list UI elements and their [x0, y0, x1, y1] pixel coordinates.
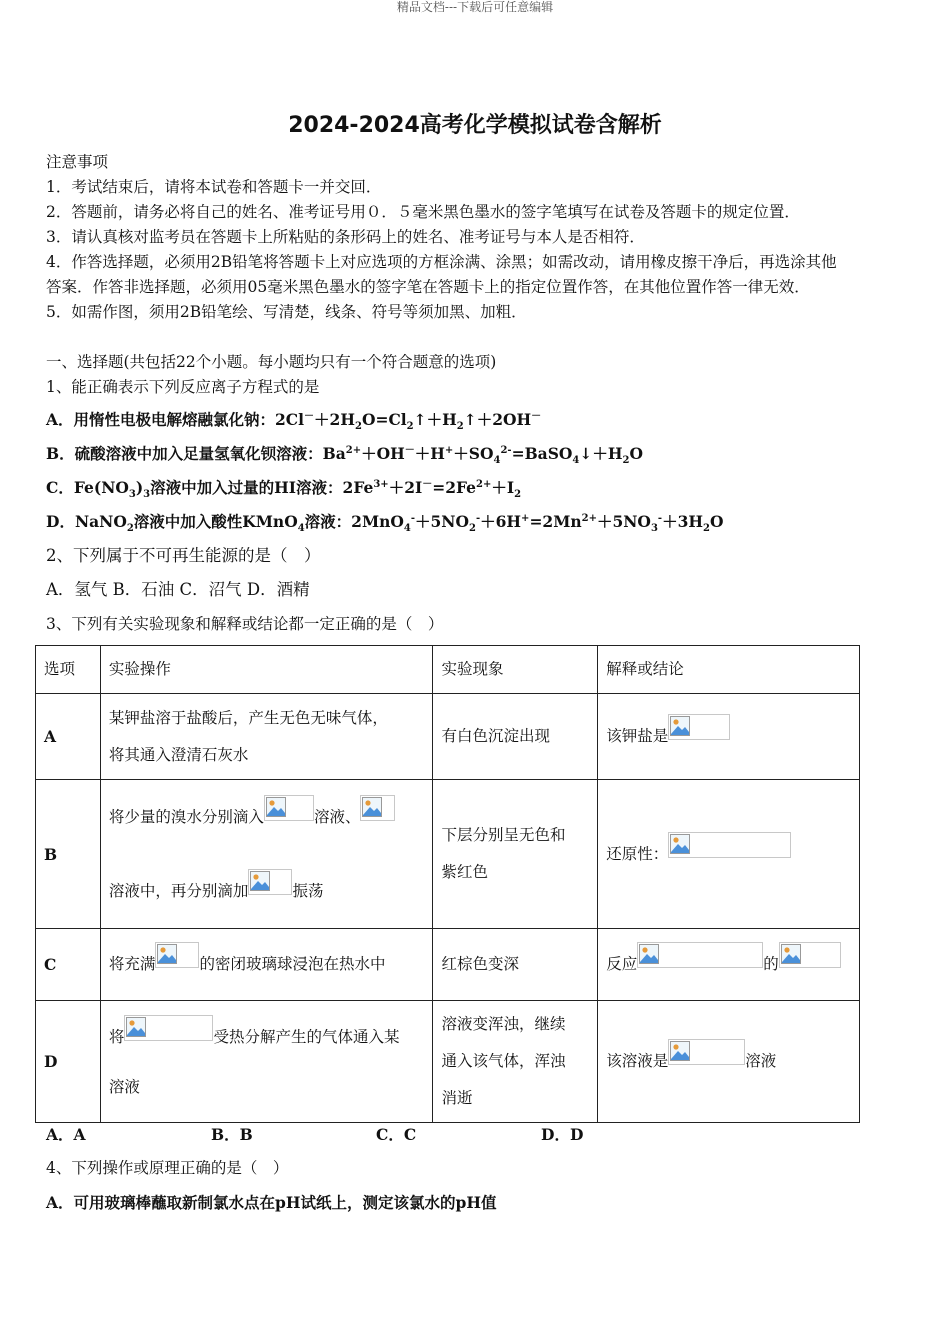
- table-cell: B: [36, 780, 101, 929]
- question-2-options: A．氢气 B．石油 C．沼气 D．酒精: [46, 580, 310, 599]
- broken-image-icon: [637, 942, 763, 968]
- broken-image-icon: [668, 1039, 745, 1065]
- table-cell: [100, 694, 433, 780]
- cell-text: 该溶液是: [606, 1052, 669, 1070]
- cell-text: 将: [108, 1027, 125, 1046]
- table-cell: 红棕色变深: [433, 929, 598, 1001]
- table-cell: [433, 780, 598, 929]
- question-1-stem: 1、能正确表示下列反应离子方程式的是: [46, 378, 320, 396]
- cell-text: 还原性：: [606, 844, 669, 863]
- cell-text: 的: [763, 955, 779, 973]
- notice-item-1: 1．考试结束后，请将本试卷和答题卡一并交回．: [46, 178, 382, 196]
- broken-image-icon: [264, 795, 314, 821]
- broken-image-icon: [668, 714, 730, 740]
- q3-answer-a: A．A: [46, 1125, 86, 1144]
- table-header-cell: 解释或结论: [598, 646, 860, 694]
- cell-text: 将少量的溴水分别滴入: [108, 808, 264, 826]
- cell-text: 溶液: [108, 1077, 140, 1096]
- section-heading: 一、选择题(共包括22个小题。每小题均只有一个符合题意的选项): [46, 353, 497, 371]
- q1-option-b: B．硫酸溶液中加入足量氢氧化钡溶液：$Ba^{2+}+OH^-+H^++SO_4^{2-}=BaSO_4↓+H_2O$: [46, 444, 643, 467]
- q1-option-c-text: C．Fe(NO: [46, 478, 129, 497]
- notice-item-2: 2．答题前，请务必将自己的姓名、准考证号用０．５毫米黑色墨水的签字笔填写在试卷及答题卡的规定位置．: [46, 203, 800, 221]
- table-header-cell: 选项: [36, 646, 101, 694]
- table-cell: A: [36, 694, 101, 780]
- notice-item-5: 5．如需作图，须用2B铅笔绘、写清楚，线条、符号等须加黑、加粗．: [46, 303, 527, 321]
- broken-image-icon: [779, 942, 841, 968]
- cell-text: 的密闭玻璃球浸泡在热水中: [199, 955, 386, 973]
- broken-image-icon: [248, 869, 292, 895]
- question-3-stem: 3、下列有关实验现象和解释或结论都一定正确的是（ ）: [46, 615, 444, 633]
- cell-text: 反应: [606, 955, 638, 973]
- notice-heading: 注意事项: [46, 153, 109, 171]
- q1-option-c: C．$Fe(NO_3)_3$溶液中加入过量的HI溶液：$2Fe^{3+}+2I^-=2Fe^{2+}+I_2$: [46, 478, 522, 501]
- q3-answer-b: B．B: [211, 1125, 253, 1144]
- cell-text: 溶液: [745, 1052, 777, 1070]
- cell-text: 紫红色: [441, 863, 488, 881]
- cell-text: 某钾盐溶于盐酸后，产生无色无味气体，: [108, 708, 388, 727]
- table-cell: D: [36, 1001, 101, 1123]
- q1-option-d-text: D．NaNO: [46, 512, 127, 531]
- table-cell: [100, 780, 433, 929]
- table-header-cell: 实验现象: [433, 646, 598, 694]
- cell-text: 该钾盐是: [606, 727, 669, 745]
- table-header-row: [36, 646, 860, 694]
- page-header: 精品文档---下载后可任意编辑: [396, 0, 554, 14]
- table-cell: [598, 694, 860, 780]
- table-cell: [598, 780, 860, 929]
- table-row: [36, 929, 860, 1001]
- q1-option-a-text: A．用惰性电极电解熔融氯化钠：2Cl: [46, 410, 305, 429]
- q3-table: [35, 645, 860, 1123]
- table-row: [36, 694, 860, 780]
- table-cell: C: [36, 929, 101, 1001]
- table-header-cell: 实验操作: [100, 646, 433, 694]
- table-row: [36, 1001, 860, 1123]
- table-cell: [100, 929, 433, 1001]
- notice-item-4: 4．作答选择题，必须用2B铅笔将答题卡上对应选项的方框涂满、涂黑；如需改动，请用橡皮擦干净后，再选涂其他: [46, 253, 837, 271]
- cell-text: 将其通入澄清石灰水: [108, 745, 249, 764]
- question-4-stem: 4、下列操作或原理正确的是（ ）: [46, 1159, 289, 1177]
- cell-text: 通入该气体，浑浊: [441, 1052, 566, 1070]
- broken-image-icon: [124, 1015, 213, 1041]
- table-cell: [433, 1001, 598, 1123]
- q1-option-a: A．用惰性电极电解熔融氯化钠：$2Cl^-+2H_2O=Cl_2↑+H_2↑+2OH^-$: [46, 410, 542, 433]
- table-cell: [598, 1001, 860, 1123]
- notice-item-4-cont: 答案．作答非选择题，必须用05毫米黑色墨水的签字笔在答题卡上的指定位置作答，在其他位置作答一律无效．: [46, 278, 810, 296]
- question-2-stem: 2、下列属于不可再生能源的是（ ）: [46, 546, 321, 565]
- table-cell: [598, 929, 860, 1001]
- cell-text: 溶液中，再分别滴加: [108, 882, 249, 900]
- table-cell: 有白色沉淀出现: [433, 694, 598, 780]
- q3-answer-options: [46, 1125, 583, 1145]
- q3-answer-d: D．D: [541, 1125, 584, 1144]
- page-title: 2024-2024高考化学模拟试卷含解析: [288, 113, 662, 138]
- cell-text: 下层分别呈无色和: [441, 826, 566, 844]
- broken-image-icon: [155, 942, 199, 968]
- cell-text: 消逝: [441, 1089, 473, 1107]
- broken-image-icon: [360, 795, 395, 821]
- cell-text: 振荡: [292, 882, 324, 900]
- cell-text: 受热分解产生的气体通入某: [213, 1027, 400, 1046]
- table-row: [36, 780, 860, 929]
- notice-item-3: 3．请认真核对监考员在答题卡上所粘贴的条形码上的姓名、准考证号与本人是否相符．: [46, 228, 645, 246]
- cell-text: 将充满: [108, 955, 156, 973]
- broken-image-icon: [668, 832, 791, 858]
- q3-answer-c: C．C: [376, 1125, 417, 1144]
- q1-option-d: D．NaNO$_2$溶液中加入酸性KMnO$_4$溶液：$2MnO_4^-+5NO_2^-+6H^+=2Mn^{2+}+5NO_3^-+3H_2O$: [46, 512, 724, 535]
- q4-option-a: A．可用玻璃棒蘸取新制氯水点在pH试纸上，测定该氯水的pH值: [46, 1193, 497, 1212]
- cell-text: 溶液、: [313, 808, 361, 826]
- cell-text: 溶液变浑浊，继续: [441, 1015, 566, 1033]
- q1-option-b-text: B．硫酸溶液中加入足量氢氧化钡溶液：Ba: [46, 444, 346, 463]
- table-cell: [100, 1001, 433, 1123]
